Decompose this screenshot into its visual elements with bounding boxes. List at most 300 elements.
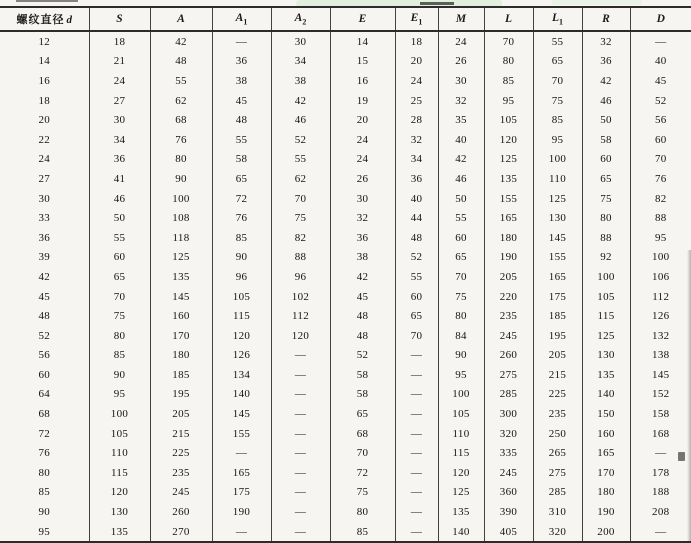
value-cell: 275 — [533, 463, 582, 483]
table-row — [0, 248, 691, 268]
value-cell: 70 — [484, 31, 533, 52]
table-row — [0, 502, 691, 522]
diameter-cell: 80 — [0, 463, 89, 483]
value-cell: 26 — [330, 169, 395, 189]
value-cell: 75 — [89, 306, 150, 326]
value-cell: 62 — [271, 169, 330, 189]
diameter-cell: 24 — [0, 150, 89, 170]
value-cell: 185 — [533, 306, 582, 326]
value-cell: 110 — [438, 424, 484, 444]
value-cell: 405 — [484, 522, 533, 543]
value-cell: 235 — [533, 404, 582, 424]
value-cell: 85 — [330, 522, 395, 543]
column-header-s: S — [89, 7, 150, 31]
value-cell: — — [395, 463, 438, 483]
value-cell: 360 — [484, 483, 533, 503]
column-header-r: R — [582, 7, 630, 31]
value-cell: 24 — [395, 71, 438, 91]
value-cell: 60 — [89, 248, 150, 268]
value-cell: 70 — [395, 326, 438, 346]
value-cell: 21 — [89, 52, 150, 72]
value-cell: 100 — [89, 404, 150, 424]
table-row — [0, 208, 691, 228]
value-cell: 14 — [330, 31, 395, 52]
value-cell: 80 — [89, 326, 150, 346]
value-cell: 24 — [89, 71, 150, 91]
table-row — [0, 150, 691, 170]
value-cell: 220 — [484, 287, 533, 307]
value-cell: — — [395, 522, 438, 543]
table-row — [0, 346, 691, 366]
value-cell: 180 — [150, 346, 212, 366]
value-cell: — — [395, 404, 438, 424]
value-cell: 265 — [533, 443, 582, 463]
value-cell: 215 — [150, 424, 212, 444]
column-header-l1: $L_1$ — [533, 7, 582, 31]
value-cell: 55 — [212, 130, 271, 150]
value-cell: 115 — [582, 306, 630, 326]
table-row — [0, 110, 691, 130]
value-cell: 260 — [484, 346, 533, 366]
value-cell: 34 — [271, 52, 330, 72]
value-cell: 55 — [395, 267, 438, 287]
column-header-l: L — [484, 7, 533, 31]
diameter-cell: 45 — [0, 287, 89, 307]
value-cell: 155 — [533, 248, 582, 268]
value-cell: 320 — [484, 424, 533, 444]
value-cell: 65 — [330, 404, 395, 424]
value-cell: 112 — [652, 290, 670, 303]
value-cell: 52 — [271, 130, 330, 150]
column-header-m: M — [438, 7, 484, 31]
value-cell: — — [271, 424, 330, 444]
value-cell: 52 — [330, 346, 395, 366]
value-cell: 48 — [150, 52, 212, 72]
value-cell: 168 — [652, 427, 670, 440]
value-cell: 95 — [438, 365, 484, 385]
value-cell: 42 — [330, 267, 395, 287]
value-cell: 56 — [654, 114, 667, 127]
value-cell: 135 — [150, 267, 212, 287]
value-cell: 92 — [582, 248, 630, 268]
value-cell: 60 — [582, 150, 630, 170]
value-cell: 108 — [150, 208, 212, 228]
table-row — [0, 52, 691, 72]
value-cell: — — [395, 502, 438, 522]
value-cell: — — [271, 365, 330, 385]
value-cell: 235 — [484, 306, 533, 326]
value-cell: 120 — [89, 483, 150, 503]
scan-smudge-artifact — [16, 0, 78, 2]
column-header-diameter — [0, 7, 89, 31]
value-cell: 60 — [395, 287, 438, 307]
value-cell: 96 — [271, 267, 330, 287]
value-cell: 180 — [582, 483, 630, 503]
value-cell: 34 — [395, 150, 438, 170]
value-cell: 72 — [330, 463, 395, 483]
table-row — [0, 267, 691, 287]
value-cell: 135 — [89, 522, 150, 543]
value-cell: 130 — [533, 208, 582, 228]
value-cell: 158 — [652, 408, 670, 421]
value-cell: 120 — [438, 463, 484, 483]
header-row — [0, 7, 691, 31]
value-cell: 205 — [484, 267, 533, 287]
diameter-cell: 60 — [0, 365, 89, 385]
value-cell: 165 — [582, 443, 630, 463]
value-cell: 85 — [533, 110, 582, 130]
column-header-e1: $E_1$ — [395, 7, 438, 31]
table-row — [0, 463, 691, 483]
table-row — [0, 365, 691, 385]
value-cell: — — [271, 385, 330, 405]
value-cell: 95 — [533, 130, 582, 150]
value-cell: 24 — [438, 31, 484, 52]
value-cell: 34 — [89, 130, 150, 150]
value-cell: 135 — [582, 365, 630, 385]
value-cell: 115 — [89, 463, 150, 483]
value-cell: 55 — [89, 228, 150, 248]
value-cell: 130 — [582, 346, 630, 366]
value-cell: 125 — [484, 150, 533, 170]
value-cell: 36 — [582, 52, 630, 72]
table-row — [0, 326, 691, 346]
value-cell: 70 — [438, 267, 484, 287]
value-cell: 40 — [654, 55, 667, 68]
value-cell: — — [271, 443, 330, 463]
value-cell: — — [395, 346, 438, 366]
value-cell: 32 — [582, 31, 630, 52]
value-cell: 25 — [395, 91, 438, 111]
value-cell: 188 — [652, 486, 670, 499]
value-cell: 65 — [395, 306, 438, 326]
value-cell: 55 — [271, 150, 330, 170]
value-cell: 16 — [330, 71, 395, 91]
value-cell: 205 — [533, 346, 582, 366]
value-cell: 185 — [150, 365, 212, 385]
value-cell: 55 — [150, 71, 212, 91]
table-row — [0, 385, 691, 405]
value-cell: 19 — [330, 91, 395, 111]
value-cell: 135 — [484, 169, 533, 189]
value-cell: 35 — [438, 110, 484, 130]
column-header-a: A — [150, 7, 212, 31]
table-row — [0, 306, 691, 326]
value-cell: 48 — [330, 326, 395, 346]
diameter-cell: 22 — [0, 130, 89, 150]
value-cell: 46 — [271, 110, 330, 130]
value-cell: 88 — [271, 248, 330, 268]
value-cell: 134 — [212, 365, 271, 385]
diameter-cell: 42 — [0, 267, 89, 287]
value-cell: 320 — [533, 522, 582, 543]
value-cell: 165 — [533, 267, 582, 287]
diameter-cell: 48 — [0, 306, 89, 326]
value-cell: 36 — [330, 228, 395, 248]
table-row — [0, 31, 691, 52]
value-cell: 165 — [212, 463, 271, 483]
value-cell: 175 — [212, 483, 271, 503]
value-cell: 50 — [89, 208, 150, 228]
value-cell: 170 — [582, 463, 630, 483]
value-cell: 200 — [582, 522, 630, 543]
value-cell: 145 — [652, 368, 670, 381]
value-cell: 160 — [582, 424, 630, 444]
diameter-cell: 56 — [0, 346, 89, 366]
value-cell: 120 — [484, 130, 533, 150]
value-cell: 48 — [330, 306, 395, 326]
value-cell: 90 — [89, 365, 150, 385]
value-cell: 120 — [212, 326, 271, 346]
value-cell: 70 — [89, 287, 150, 307]
column-header-a1: $A_1$ — [212, 7, 271, 31]
value-cell: 100 — [582, 267, 630, 287]
value-cell: 100 — [438, 385, 484, 405]
value-cell: 96 — [212, 267, 271, 287]
value-cell: 72 — [212, 189, 271, 209]
value-cell: 28 — [395, 110, 438, 130]
value-cell: 110 — [533, 169, 582, 189]
value-cell: 58 — [212, 150, 271, 170]
value-cell: 80 — [582, 208, 630, 228]
diameter-cell: 27 — [0, 169, 89, 189]
value-cell: 50 — [582, 110, 630, 130]
value-cell: 38 — [212, 71, 271, 91]
value-cell: 155 — [484, 189, 533, 209]
value-cell: 84 — [438, 326, 484, 346]
column-header-e: E — [330, 7, 395, 31]
value-cell: 100 — [652, 251, 670, 264]
column-header-d: D — [630, 7, 691, 31]
value-cell: — — [395, 443, 438, 463]
value-cell: 115 — [438, 443, 484, 463]
value-cell: 18 — [89, 31, 150, 52]
value-cell: 115 — [212, 306, 271, 326]
diameter-cell: 52 — [0, 326, 89, 346]
value-cell: 82 — [654, 192, 667, 205]
column-header-a2: $A_2$ — [271, 7, 330, 31]
value-cell: 40 — [395, 189, 438, 209]
value-cell: 180 — [484, 228, 533, 248]
value-cell: 42 — [438, 150, 484, 170]
diameter-label: 螺纹直径 — [16, 14, 65, 26]
value-cell: 215 — [533, 365, 582, 385]
diameter-cell: 39 — [0, 248, 89, 268]
diameter-cell: 16 — [0, 71, 89, 91]
value-cell: 125 — [533, 189, 582, 209]
value-cell: 38 — [271, 71, 330, 91]
table-row — [0, 189, 691, 209]
value-cell: 18 — [395, 31, 438, 52]
value-cell: 125 — [582, 326, 630, 346]
value-cell: 160 — [150, 306, 212, 326]
value-cell: 42 — [582, 71, 630, 91]
value-cell: 26 — [438, 52, 484, 72]
value-cell: 90 — [212, 248, 271, 268]
value-cell: — — [655, 447, 667, 460]
value-cell: 245 — [150, 483, 212, 503]
diameter-cell: 68 — [0, 404, 89, 424]
value-cell: 24 — [330, 150, 395, 170]
value-cell: 106 — [652, 270, 670, 283]
value-cell: 46 — [438, 169, 484, 189]
value-cell: 140 — [212, 385, 271, 405]
value-cell: 105 — [438, 404, 484, 424]
value-cell: 65 — [438, 248, 484, 268]
diameter-cell: 12 — [0, 31, 89, 52]
value-cell: 68 — [330, 424, 395, 444]
value-cell: — — [271, 483, 330, 503]
value-cell: 55 — [438, 208, 484, 228]
value-cell: 58 — [582, 130, 630, 150]
value-cell: — — [395, 365, 438, 385]
value-cell: 82 — [271, 228, 330, 248]
value-cell: — — [271, 404, 330, 424]
value-cell: 24 — [330, 130, 395, 150]
scan-smudge-artifact — [420, 2, 454, 5]
value-cell: 95 — [89, 385, 150, 405]
value-cell: 62 — [150, 91, 212, 111]
value-cell: 32 — [395, 130, 438, 150]
value-cell: 126 — [652, 310, 670, 323]
value-cell: 65 — [582, 169, 630, 189]
value-cell: 178 — [652, 466, 670, 479]
table-row — [0, 443, 691, 463]
value-cell: 150 — [582, 404, 630, 424]
diameter-cell: 20 — [0, 110, 89, 130]
diameter-cell: 76 — [0, 443, 89, 463]
value-cell: 15 — [330, 52, 395, 72]
value-cell: 120 — [271, 326, 330, 346]
value-cell: 44 — [395, 208, 438, 228]
table-body — [0, 31, 691, 542]
value-cell: 42 — [150, 31, 212, 52]
value-cell: 125 — [150, 248, 212, 268]
value-cell: 30 — [89, 110, 150, 130]
table-row — [0, 483, 691, 503]
value-cell: 100 — [150, 189, 212, 209]
value-cell: 45 — [212, 91, 271, 111]
value-cell: 20 — [330, 110, 395, 130]
diameter-cell: 95 — [0, 522, 89, 543]
value-cell: — — [212, 522, 271, 543]
value-cell: 42 — [271, 91, 330, 111]
value-cell: 170 — [150, 326, 212, 346]
diameter-cell: 90 — [0, 502, 89, 522]
value-cell: 88 — [654, 212, 667, 225]
value-cell: 20 — [395, 52, 438, 72]
value-cell: 75 — [582, 189, 630, 209]
value-cell: 140 — [582, 385, 630, 405]
value-cell: 30 — [271, 31, 330, 52]
value-cell: 68 — [150, 110, 212, 130]
value-cell: 205 — [150, 404, 212, 424]
value-cell: — — [212, 31, 271, 52]
value-cell: — — [655, 35, 667, 48]
value-cell: 145 — [533, 228, 582, 248]
value-cell: 126 — [212, 346, 271, 366]
value-cell: 58 — [330, 385, 395, 405]
value-cell: 70 — [330, 443, 395, 463]
table-row — [0, 404, 691, 424]
value-cell: — — [630, 522, 691, 543]
value-cell: 30 — [330, 189, 395, 209]
value-cell: — — [271, 346, 330, 366]
table-row — [0, 71, 691, 91]
value-cell: 390 — [484, 502, 533, 522]
value-cell: 190 — [484, 248, 533, 268]
value-cell: 190 — [582, 502, 630, 522]
diameter-cell: 30 — [0, 189, 89, 209]
value-cell: 65 — [533, 52, 582, 72]
value-cell: 76 — [654, 172, 667, 185]
value-cell: — — [395, 385, 438, 405]
value-cell: 80 — [150, 150, 212, 170]
table-row — [0, 169, 691, 189]
value-cell: 45 — [654, 74, 667, 87]
value-cell: 138 — [652, 349, 670, 362]
value-cell: 38 — [330, 248, 395, 268]
value-cell: 60 — [654, 133, 667, 146]
value-cell: 45 — [330, 287, 395, 307]
value-cell: 105 — [212, 287, 271, 307]
value-cell: 208 — [652, 506, 670, 519]
value-cell: — — [212, 443, 271, 463]
value-cell: 46 — [89, 189, 150, 209]
value-cell: — — [271, 522, 330, 543]
diameter-cell: 85 — [0, 483, 89, 503]
value-cell: 52 — [654, 94, 667, 107]
diameter-cell: 18 — [0, 91, 89, 111]
value-cell: 195 — [533, 326, 582, 346]
value-cell: 90 — [438, 346, 484, 366]
value-cell: 75 — [271, 208, 330, 228]
value-cell: 165 — [484, 208, 533, 228]
value-cell: 260 — [150, 502, 212, 522]
value-cell: 70 — [533, 71, 582, 91]
value-cell: 285 — [533, 483, 582, 503]
value-cell: 90 — [150, 169, 212, 189]
value-cell: 225 — [150, 443, 212, 463]
diameter-cell: 14 — [0, 52, 89, 72]
value-cell: — — [271, 463, 330, 483]
value-cell: 118 — [150, 228, 212, 248]
scan-highlight-artifact-2 — [552, 0, 642, 5]
value-cell: 95 — [484, 91, 533, 111]
value-cell: 76 — [150, 130, 212, 150]
value-cell: 50 — [438, 189, 484, 209]
table-row — [0, 228, 691, 248]
value-cell: 245 — [484, 326, 533, 346]
table-row — [0, 287, 691, 307]
value-cell: 145 — [212, 404, 271, 424]
value-cell: — — [395, 483, 438, 503]
value-cell: 195 — [150, 385, 212, 405]
value-cell: 55 — [533, 31, 582, 52]
value-cell: — — [271, 502, 330, 522]
value-cell: 41 — [89, 169, 150, 189]
value-cell: 235 — [150, 463, 212, 483]
value-cell: 102 — [271, 287, 330, 307]
value-cell: 70 — [271, 189, 330, 209]
value-cell: 155 — [212, 424, 271, 444]
diameter-cell: 64 — [0, 385, 89, 405]
value-cell: 250 — [533, 424, 582, 444]
table-row — [0, 424, 691, 444]
value-cell: 85 — [212, 228, 271, 248]
value-cell: 145 — [150, 287, 212, 307]
value-cell: 135 — [438, 502, 484, 522]
